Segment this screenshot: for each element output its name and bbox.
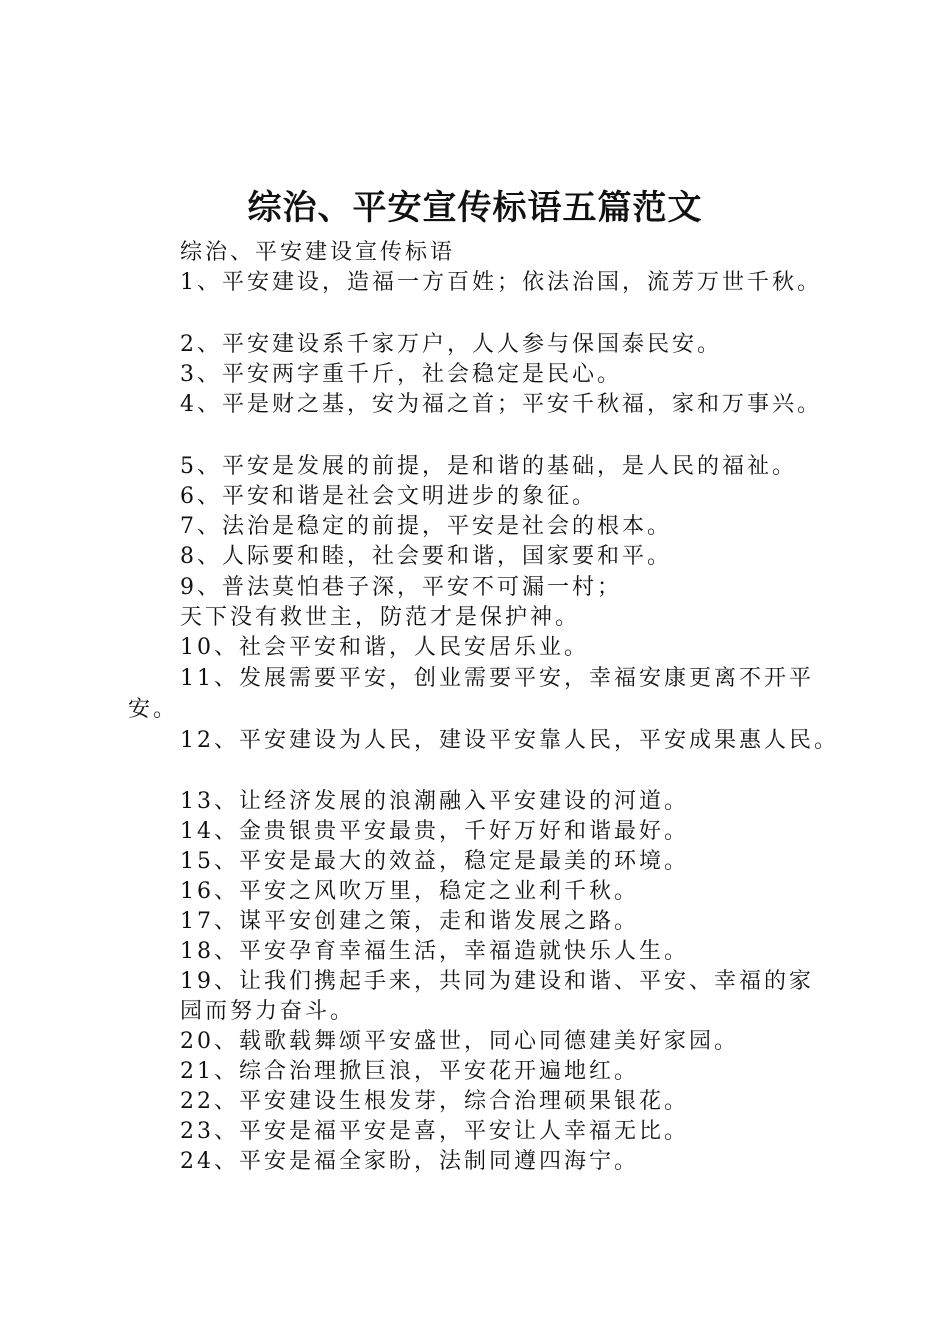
slogan-line: 3、平安两字重千斤，社会稳定是民心。 — [180, 362, 622, 387]
document-title: 综治、平安宣传标语五篇范文 — [247, 188, 703, 228]
slogan-line: 9、普法莫怕巷子深，平安不可漏一村； — [180, 575, 622, 600]
slogan-line: 1、平安建设，造福一方百姓；依法治国，流芳万世千秋。 — [180, 270, 822, 295]
slogan-line: 24、平安是福全家盼，法制同遵四海宁。 — [180, 1149, 639, 1174]
slogan-line: 14、金贵银贵平安最贵，千好万好和谐最好。 — [180, 819, 689, 844]
slogan-line: 6、平安和谐是社会文明进步的象征。 — [180, 484, 597, 509]
slogan-line: 19、让我们携起手来，共同为建设和谐、平安、幸福的家 — [180, 969, 814, 994]
slogan-line: 21、综合治理掀巨浪，平安花开遍地红。 — [180, 1059, 639, 1084]
slogan-line: 15、平安是最大的效益，稳定是最美的环境。 — [180, 849, 689, 874]
slogan-line: 4、平是财之基，安为福之首；平安千秋福，家和万事兴。 — [180, 392, 822, 417]
slogan-line: 11、发展需要平安，创业需要平安，幸福安康更离不开平 — [180, 666, 814, 691]
slogan-line: 5、平安是发展的前提，是和谐的基础，是人民的福祉。 — [180, 454, 797, 479]
slogan-line: 13、让经济发展的浪潮融入平安建设的河道。 — [180, 789, 689, 814]
slogan-line: 20、载歌载舞颂平安盛世，同心同德建美好家园。 — [180, 1029, 739, 1054]
slogan-line: 园而努力奋斗。 — [180, 999, 356, 1024]
slogan-line: 天下没有救世主，防范才是保护神。 — [180, 605, 581, 630]
slogan-line: 17、谋平安创建之策，走和谐发展之路。 — [180, 909, 639, 934]
slogan-line: 2、平安建设系千家万户，人人参与保国泰民安。 — [180, 332, 722, 357]
document-subtitle: 综治、平安建设宣传标语 — [180, 240, 456, 265]
slogan-line: 22、平安建设生根发芽，综合治理硕果银花。 — [180, 1089, 689, 1114]
slogan-line: 10、社会平安和谐，人民安居乐业。 — [180, 635, 589, 660]
slogan-line: 12、平安建设为人民，建设平安靠人民，平安成果惠人民。 — [180, 728, 839, 753]
slogan-line: 安。 — [128, 697, 179, 722]
slogan-line: 23、平安是福平安是喜，平安让人幸福无比。 — [180, 1119, 689, 1144]
slogan-line: 7、法治是稳定的前提，平安是社会的根本。 — [180, 514, 672, 539]
slogan-line: 16、平安之风吹万里，稳定之业利千秋。 — [180, 879, 639, 904]
slogan-line: 18、平安孕育幸福生活，幸福造就快乐人生。 — [180, 939, 689, 964]
slogan-line: 8、人际要和睦，社会要和谐，国家要和平。 — [180, 544, 672, 569]
